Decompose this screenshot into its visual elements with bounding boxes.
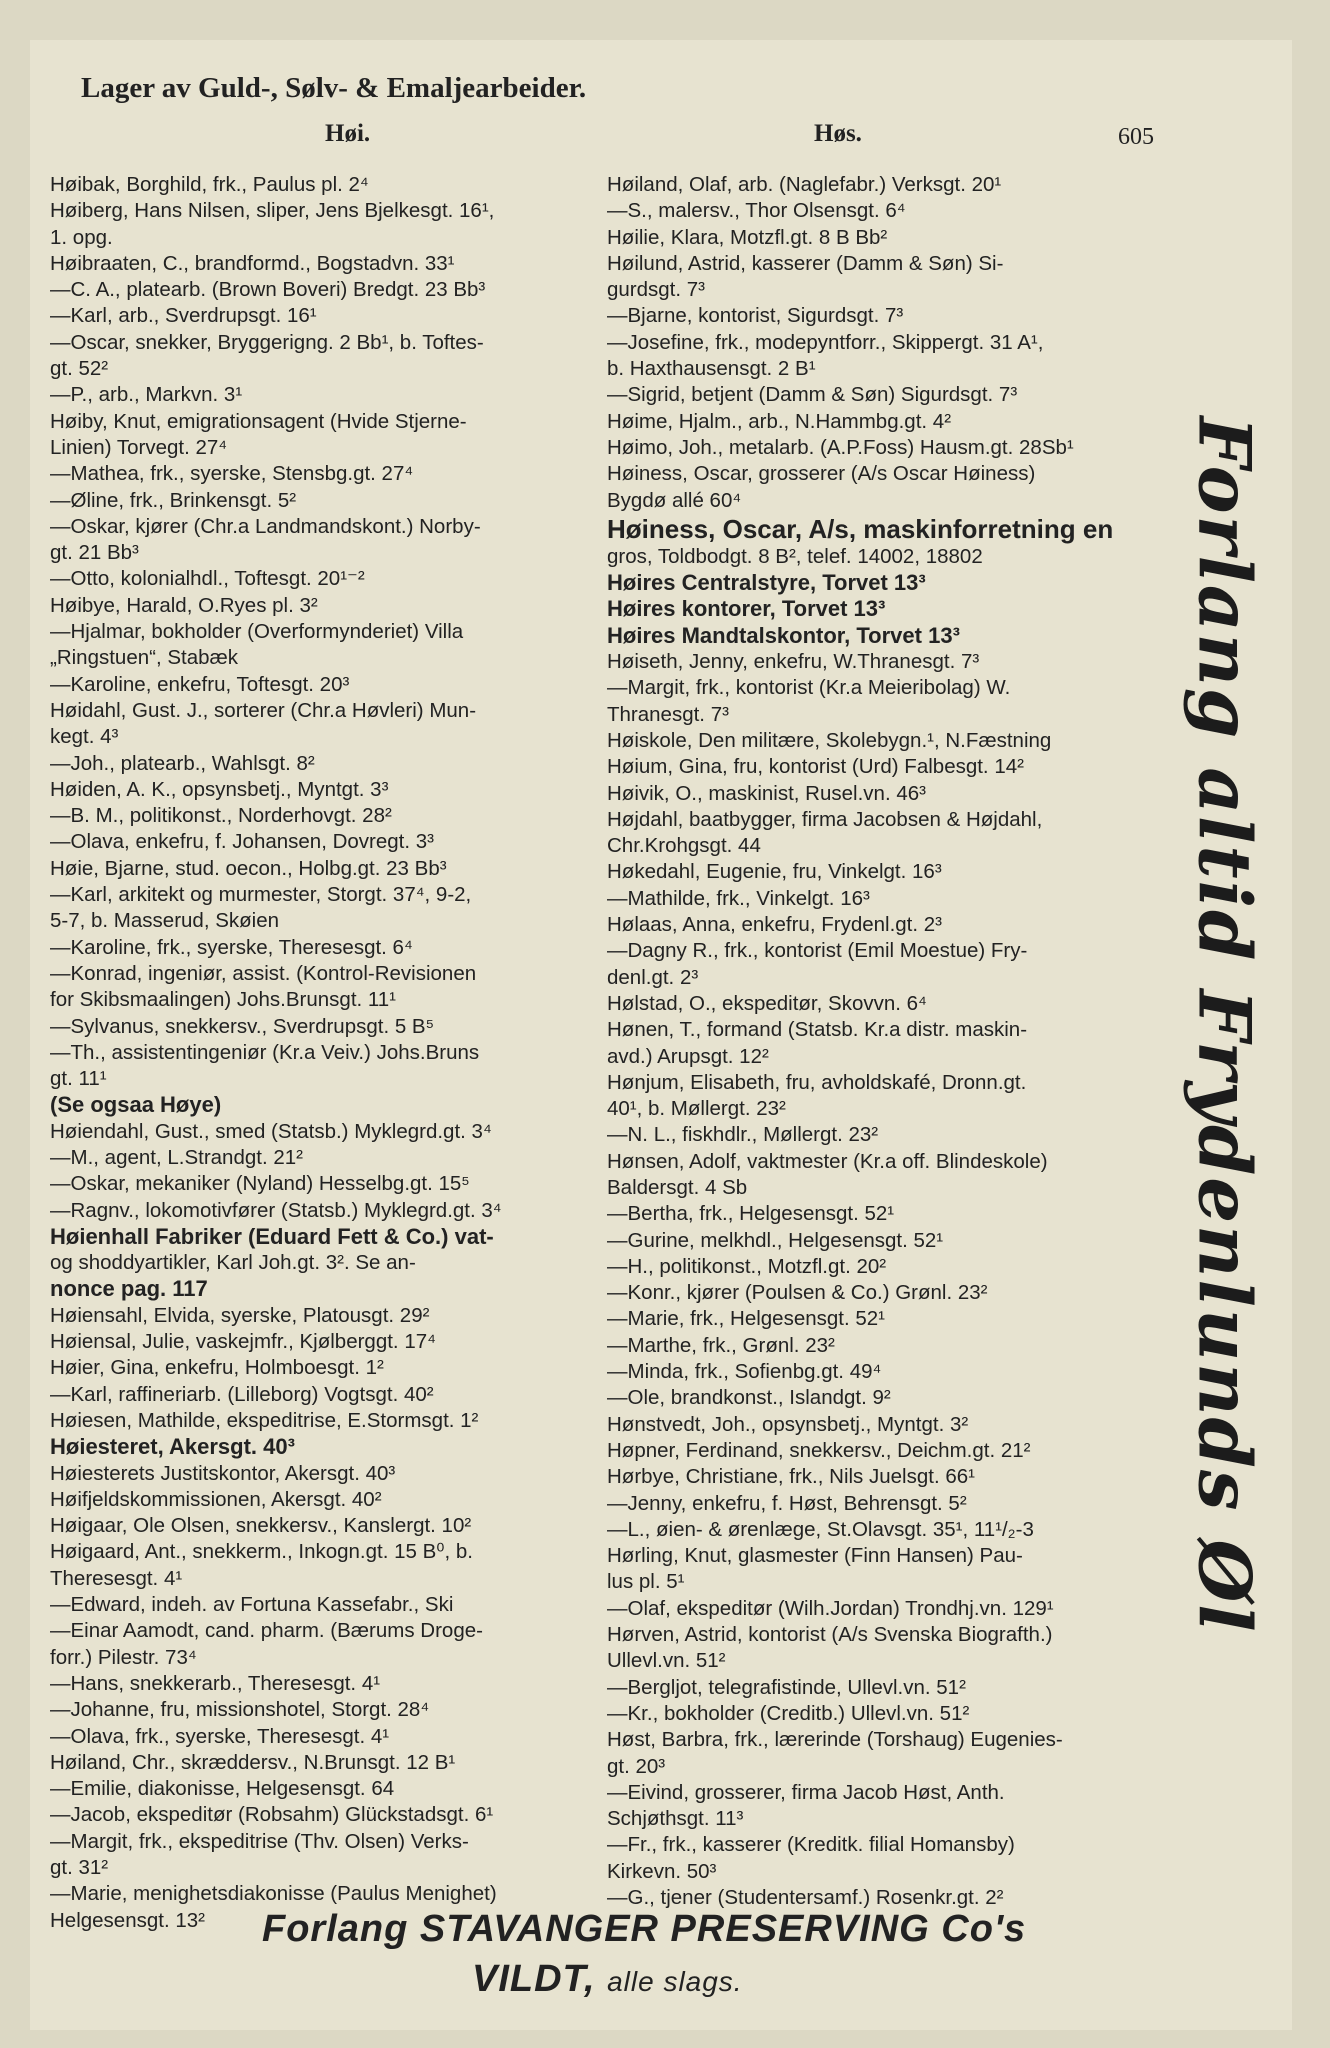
directory-entry: —Konr., kjører (Poulsen & Co.) Grønl. 23² (607, 1281, 988, 1305)
directory-entry: Højdahl, baatbygger, firma Jacobsen & Højdahl, (607, 807, 1043, 831)
directory-entry: —Fr., frk., kasserer (Kreditk. filial Homansby) (607, 1833, 1015, 1857)
directory-entry: Chr.Krohgsgt. 44 (607, 834, 761, 858)
directory-entry: (Se ogsaa Høye) (50, 1092, 222, 1118)
directory-entry: —Olava, enkefru, f. Johansen, Dovregt. 3³ (50, 830, 434, 854)
directory-entry: Høiby, Knut, emigrationsagent (Hvide Stjerne- (50, 409, 467, 433)
directory-entry: Høienhall Fabriker (Eduard Fett & Co.) vat- (50, 1223, 494, 1249)
directory-entry: gurdsgt. 7³ (607, 278, 705, 302)
directory-entry: —Josefine, frk., modepyntforr., Skippergt. 31 A¹, (607, 330, 1044, 354)
directory-entry: Høiland, Chr., skræddersv., N.Brunsgt. 12 B¹ (50, 1750, 456, 1774)
directory-entry: Høires kontorer, Torvet 13³ (607, 596, 886, 622)
directory-entry: Høiseth, Jenny, enkefru, W.Thranesgt. 7³ (607, 650, 980, 674)
directory-entry: Høiensal, Julie, vaskejmfr., Kjølberggt. 17⁴ (50, 1330, 436, 1354)
directory-entry: Høibak, Borghild, frk., Paulus pl. 2⁴ (50, 173, 369, 196)
directory-entry: Høires Mandtalskontor, Torvet 13³ (607, 622, 960, 648)
directory-entry: —Dagny R., frk., kontorist (Emil Moestue) Fry- (607, 939, 1028, 963)
directory-entry: Høiesen, Mathilde, ekspeditrise, E.Stormsgt. 1² (50, 1408, 479, 1432)
directory-entry: —Gurine, melkhdl., Helgesensgt. 52¹ (607, 1228, 944, 1252)
directory-entry: —Minda, frk., Sofienbg.gt. 49⁴ (607, 1360, 882, 1384)
directory-entry: —Bjarne, kontorist, Sigurdsgt. 7³ (607, 304, 904, 328)
left-column-heading: Høi. (325, 120, 371, 147)
directory-entry: —L., øien- & ørenlæge, St.Olavsgt. 35¹, 11¹/₂-3 (607, 1517, 1034, 1541)
directory-entry: Høigaar, Ole Olsen, snekkersv., Kanslergt. 10² (50, 1514, 472, 1538)
directory-entry: Høires Centralstyre, Torvet 13³ (607, 570, 926, 596)
footer-advertisement-line2 (472, 1958, 743, 2001)
directory-entry: —Konrad, ingeniør, assist. (Kontrol-Revisionen (50, 961, 477, 985)
directory-entry: 40¹, b. Møllergt. 23² (607, 1097, 786, 1121)
directory-entry: Høier, Gina, enkefru, Holmboesgt. 1² (50, 1356, 384, 1380)
directory-entry: Høie, Bjarne, stud. oecon., Holbg.gt. 23 Bb³ (50, 856, 447, 880)
directory-entry: —Hans, snekkerarb., Theresesgt. 4¹ (50, 1671, 381, 1695)
directory-entry: Høpner, Ferdinand, snekkersv., Deichm.gt. 21² (607, 1438, 1031, 1462)
directory-entry: —N. L., fiskhdlr., Møllergt. 23² (607, 1123, 879, 1147)
directory-entry: Høiland, Olaf, arb. (Naglefabr.) Verksgt. 20¹ (607, 173, 1002, 196)
directory-entry: —Emilie, diakonisse, Helgesensgt. 64 (50, 1777, 395, 1801)
directory-entry: —Oskar, mekaniker (Nyland) Hesselbg.gt. 15⁵ (50, 1172, 470, 1196)
directory-entry: Høigaard, Ant., snekkerm., Inkogn.gt. 15 B⁰, b. (50, 1540, 473, 1564)
directory-entry: Høiesterets Justitskontor, Akersgt. 40³ (50, 1461, 396, 1485)
directory-entry: Høilund, Astrid, kasserer (Damm & Søn) Si- (607, 251, 1004, 275)
directory-entry: Hørbye, Christiane, frk., Nils Juelsgt. 66¹ (607, 1465, 975, 1489)
directory-entry: Theresesgt. 4¹ (50, 1566, 183, 1590)
directory-entry: Høiendahl, Gust., smed (Statsb.) Myklegrd.gt. 3⁴ (50, 1119, 492, 1143)
directory-entry: Høibraaten, C., brandformd., Bogstadvn. 33¹ (50, 251, 455, 275)
directory-entry: for Skibsmaalingen) Johs.Brunsgt. 11¹ (50, 988, 397, 1012)
directory-entry: —Marie, menighetsdiakonisse (Paulus Menighet) (50, 1882, 497, 1906)
directory-entry: —Margit, frk., kontorist (Kr.a Meieribolag) W. (607, 676, 1011, 700)
directory-entry: —Sylvanus, snekkersv., Sverdrupsgt. 5 B⁵ (50, 1014, 435, 1038)
directory-entry: —Bergljot, telegrafistinde, Ullevl.vn. 51² (607, 1675, 966, 1699)
directory-entry: —H., politikonst., Motzfl.gt. 20² (607, 1254, 887, 1278)
page-header-title: Lager av Guld-, Sølv- & Emaljearbeider. (81, 72, 587, 104)
directory-entry: avd.) Arupsgt. 12² (607, 1044, 769, 1068)
directory-entry: gt. 11¹ (50, 1067, 107, 1091)
directory-entry: —Hjalmar, bokholder (Overformynderiet) Villa (50, 620, 464, 644)
directory-entry: —Einar Aamodt, cand. pharm. (Bærums Droge- (50, 1619, 483, 1643)
directory-entry: —Olaf, ekspeditør (Wilh.Jordan) Trondhj.vn. 129¹ (607, 1596, 1054, 1620)
directory-entry: —Marie, frk., Helgesensgt. 52¹ (607, 1307, 885, 1331)
directory-entry: Hønen, T., formand (Statsb. Kr.a distr. maskin- (607, 1018, 1028, 1042)
directory-entry: —Kr., bokholder (Creditb.) Ullevl.vn. 51² (607, 1701, 970, 1725)
directory-entry: denl.gt. 2³ (607, 965, 699, 989)
directory-entry: —Ole, brandkonst., Islandgt. 9² (607, 1386, 891, 1410)
page-number: 605 (1118, 124, 1154, 150)
directory-entry: —Karl, raffineriarb. (Lilleborg) Vogtsgt. 40² (50, 1382, 434, 1406)
directory-entry: Helgesensgt. 13² (50, 1908, 205, 1932)
directory-entry: Linien) Torvegt. 27⁴ (50, 435, 228, 459)
directory-entry: Høilie, Klara, Motzfl.gt. 8 B Bb² (607, 225, 888, 249)
directory-entry: —Margit, frk., ekspeditrise (Thv. Olsen) Verks- (50, 1829, 469, 1853)
directory-entry: Hølstad, O., ekspeditør, Skovvn. 6⁴ (607, 991, 927, 1015)
directory-entry: —Karoline, frk., syerske, Theresesgt. 6⁴ (50, 935, 413, 959)
directory-entry: —B. M., politikonst., Norderhovgt. 28² (50, 804, 392, 828)
directory-entry: —Jacob, ekspeditør (Robsahm) Glückstadsgt. 6¹ (50, 1803, 494, 1827)
directory-entry: —Sigrid, betjent (Damm & Søn) Sigurdsgt. 7³ (607, 383, 1018, 407)
directory-entry: Kirkevn. 50³ (607, 1859, 717, 1883)
directory-entry: —G., tjener (Studentersamf.) Rosenkr.gt. 2² (607, 1886, 1004, 1909)
directory-entry: Schjøthsgt. 11³ (607, 1807, 744, 1831)
directory-entry: gt. 31² (50, 1856, 109, 1879)
directory-entry: —Johanne, fru, missionshotel, Storgt. 28⁴ (50, 1698, 430, 1722)
directory-entry: Høimo, Joh., metalarb. (A.P.Foss) Hausm.gt. 28Sb¹ (607, 435, 1074, 459)
directory-entry: Hørling, Knut, glasmester (Finn Hansen) Pau- (607, 1544, 1023, 1568)
directory-entry: gt. 21 Bb³ (50, 541, 139, 565)
side-advertisement (1170, 416, 1280, 1634)
directory-entry: Høiensahl, Elvida, syerske, Platousgt. 29² (50, 1303, 430, 1327)
directory-entry: Ullevl.vn. 51² (607, 1649, 726, 1673)
directory-entry: Høiberg, Hans Nilsen, sliper, Jens Bjelkesgt. 16¹, (50, 199, 495, 223)
directory-entry: gt. 20³ (607, 1754, 666, 1778)
side-advertisement-text: Forlang altid Frydenlunds Øl (1182, 416, 1268, 1634)
directory-entry: b. Haxthausensgt. 2 B¹ (607, 357, 816, 381)
footer-advertisement-small: alle slags. (607, 1966, 743, 1997)
directory-entry: —Bertha, frk., Helgesensgt. 52¹ (607, 1202, 895, 1226)
directory-entry: —Otto, kolonialhdl., Toftesgt. 20¹⁻² (50, 567, 365, 591)
directory-entry: Hølaas, Anna, enkefru, Frydenl.gt. 2³ (607, 913, 942, 937)
directory-entry: kegt. 4³ (50, 725, 119, 749)
directory-entry: Høiden, A. K., opsynsbetj., Myntgt. 3³ (50, 777, 389, 801)
directory-entry: Høivik, O., maskinist, Rusel.vn. 46³ (607, 781, 926, 805)
directory-entry: Høidahl, Gust. J., sorterer (Chr.a Høvleri) Mun- (50, 698, 477, 722)
directory-entry: og shoddyartikler, Karl Joh.gt. 3². Se an- (50, 1251, 416, 1275)
directory-entry: —Edward, indeh. av Fortuna Kassefabr., Ski (50, 1593, 454, 1617)
directory-entry: gros, Toldbodgt. 8 B², telef. 14002, 18802 (607, 544, 983, 568)
directory-entry: —Jenny, enkefru, f. Høst, Behrensgt. 5² (607, 1491, 967, 1515)
directory-entry: —Eivind, grosserer, firma Jacob Høst, Anth. (607, 1780, 1005, 1804)
directory-entry: Hønsen, Adolf, vaktmester (Kr.a off. Blindeskole) (607, 1149, 1048, 1173)
directory-entry: —Oskar, kjører (Chr.a Landmandskont.) Norby- (50, 514, 481, 538)
directory-entry: —Mathilde, frk., Vinkelgt. 16³ (607, 886, 870, 910)
directory-entry: —M., agent, L.Strandgt. 21² (50, 1145, 303, 1169)
directory-entry: lus pl. 5¹ (607, 1570, 685, 1594)
directory-entry: 5-7, b. Masserud, Skøien (50, 909, 280, 933)
directory-entry: —S., malersv., Thor Olsensgt. 6⁴ (607, 199, 906, 223)
directory-entry: forr.) Pilestr. 73⁴ (50, 1645, 197, 1669)
directory-entry: Høst, Barbra, frk., lærerinde (Torshaug) Eugenies- (607, 1728, 1063, 1752)
directory-entry: —Olava, frk., syerske, Theresesgt. 4¹ (50, 1724, 390, 1748)
footer-advertisement-line1: Forlang STAVANGER PRESERVING Co's (262, 1908, 1027, 1950)
directory-entry: „Ringstuen“, Stabæk (50, 646, 239, 670)
directory-entry: Høime, Hjalm., arb., N.Hammbg.gt. 4² (607, 409, 952, 433)
directory-entry: Hønstvedt, Joh., opsynsbetj., Myntgt. 3² (607, 1412, 969, 1436)
directory-entry: Hønjum, Elisabeth, fru, avholdskafé, Dronn.gt. (607, 1070, 1027, 1094)
directory-entry: Høkedahl, Eugenie, fru, Vinkelgt. 16³ (607, 860, 942, 884)
directory-entry: —Ragnv., lokomotivfører (Statsb.) Myklegrd.gt. 3⁴ (50, 1198, 502, 1222)
directory-entry: —Mathea, frk., syerske, Stensbg.gt. 27⁴ (50, 462, 414, 486)
directory-entry: 1. opg. (50, 225, 113, 249)
directory-entry: —Karl, arkitekt og murmester, Storgt. 37⁴, 9-2, (50, 883, 472, 907)
directory-entry: —Karoline, enkefru, Toftesgt. 20³ (50, 672, 350, 696)
directory-entry: —P., arb., Markvn. 3¹ (50, 383, 243, 407)
directory-entry: Høiesteret, Akersgt. 40³ (50, 1434, 295, 1460)
directory-entry: —Marthe, frk., Grønl. 23² (607, 1333, 835, 1357)
directory-entry: gt. 52² (50, 357, 109, 381)
right-directory-column (607, 172, 1159, 1911)
directory-entry: Høibye, Harald, O.Ryes pl. 3² (50, 593, 318, 617)
directory-entry: —Karl, arb., Sverdrupsgt. 16¹ (50, 304, 317, 328)
directory-entry: —Th., assistentingeniør (Kr.a Veiv.) Johs.Bruns (50, 1040, 480, 1064)
directory-entry: nonce pag. 117 (50, 1276, 208, 1302)
directory-entry: —Øline, frk., Brinkensgt. 5² (50, 488, 297, 512)
directory-entry: Hørven, Astrid, kontorist (A/s Svenska Biografth.) (607, 1623, 1053, 1647)
directory-entry: Baldersgt. 4 Sb (607, 1175, 748, 1199)
directory-entry: —C. A., platearb. (Brown Boveri) Bredgt. 23 Bb³ (50, 278, 486, 302)
directory-entry: Bygdø allé 60⁴ (607, 488, 742, 512)
footer-advertisement-main: VILDT, (472, 1958, 596, 2000)
directory-entry: Høiskole, Den militære, Skolebygn.¹, N.Fæstning (607, 728, 1052, 752)
directory-entry: Høiness, Oscar, A/s, maskinforretning en (607, 513, 1114, 544)
directory-entry: Høifjeldskommissionen, Akersgt. 40² (50, 1487, 382, 1511)
directory-entry: Thranesgt. 7³ (607, 702, 729, 726)
right-column-heading: Høs. (814, 120, 862, 147)
directory-entry: —Joh., platearb., Wahlsgt. 8² (50, 751, 315, 775)
directory-entry: Høiness, Oscar, grosserer (A/s Oscar Høiness) (607, 462, 1036, 486)
directory-entry: —Oscar, snekker, Bryggerigng. 2 Bb¹, b. Toftes- (50, 330, 484, 354)
left-directory-column (50, 172, 601, 1934)
directory-entry: Høium, Gina, fru, kontorist (Urd) Falbesgt. 14² (607, 755, 1024, 779)
